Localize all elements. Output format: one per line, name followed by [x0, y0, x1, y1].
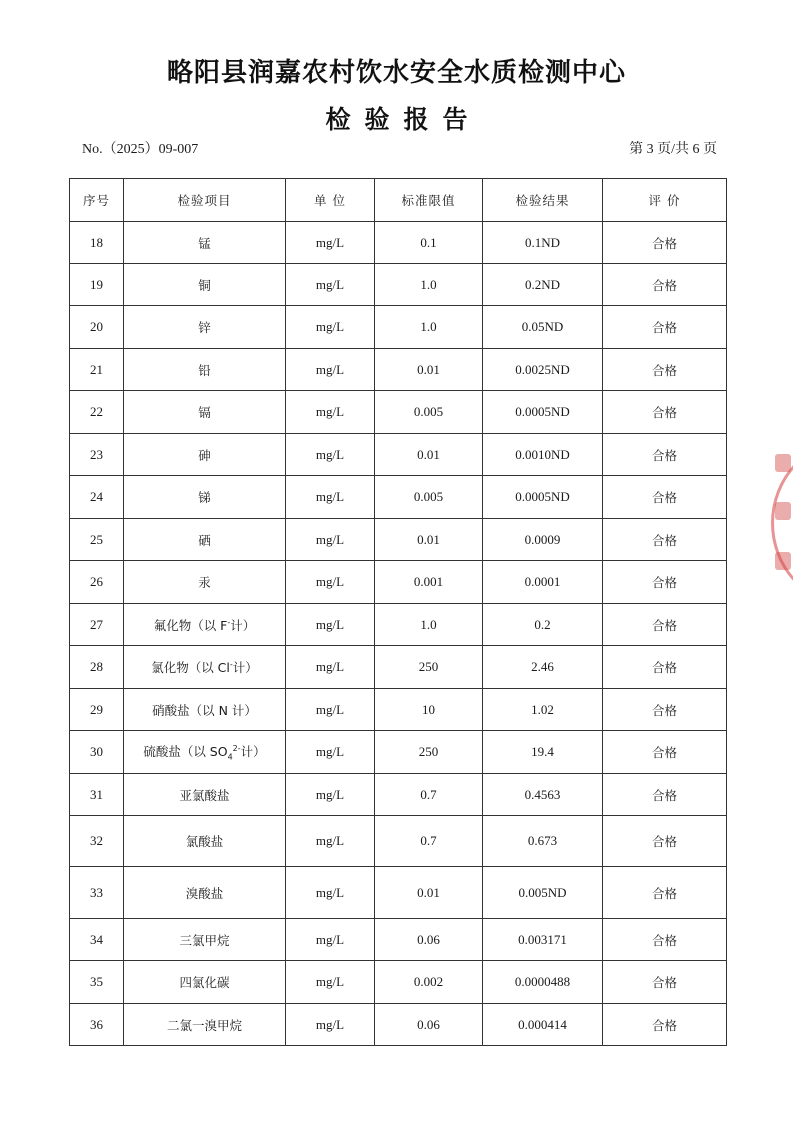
cell-limit: 0.001	[375, 561, 483, 604]
results-table	[69, 178, 727, 1046]
report-org-title: 略阳县润嘉农村饮水安全水质检测中心	[166, 58, 626, 88]
cell-unit: mg/L	[286, 774, 375, 816]
table-row	[70, 519, 727, 561]
cell-result: 0.005ND	[483, 867, 603, 919]
table-row	[70, 731, 727, 774]
cell-result: 0.05ND	[483, 306, 603, 349]
cell-eval: 合格	[603, 961, 727, 1004]
cell-limit: 0.06	[375, 919, 483, 961]
cell-item-sup: -	[229, 659, 233, 669]
cell-eval: 合格	[603, 222, 727, 264]
cell-no: 20	[70, 306, 124, 349]
cell-result: 0.0025ND	[483, 349, 603, 391]
table-header-row	[70, 179, 727, 222]
cell-item: 铜	[124, 264, 286, 306]
cell-limit: 0.7	[375, 774, 483, 816]
cell-result: 0.0001	[483, 561, 603, 604]
cell-eval: 合格	[603, 731, 727, 774]
cell-no: 29	[70, 689, 124, 731]
table-row	[70, 689, 727, 731]
cell-result: 0.0010ND	[483, 434, 603, 476]
table-body	[70, 222, 727, 1046]
cell-item-post: 计）	[232, 660, 258, 675]
table-row	[70, 774, 727, 816]
cell-item-pre: 氟化物（以 F	[153, 617, 228, 633]
cell-no: 24	[70, 476, 124, 519]
cell-no: 33	[70, 867, 124, 919]
cell-unit: mg/L	[286, 519, 375, 561]
cell-no: 21	[70, 349, 124, 391]
cell-unit: mg/L	[286, 604, 375, 646]
table-row	[70, 646, 727, 689]
cell-result: 0.0005ND	[483, 391, 603, 434]
cell-item: 溴酸盐	[124, 867, 286, 919]
cell-eval: 合格	[603, 774, 727, 816]
cell-item-sup: -	[227, 617, 231, 627]
cell-no: 26	[70, 561, 124, 604]
cell-item: 砷	[124, 434, 286, 476]
cell-result: 1.02	[483, 689, 603, 731]
cell-item-sub: 4	[227, 752, 233, 762]
cell-result: 0.2	[483, 604, 603, 646]
cell-item: 硝酸盐（以 N 计）	[124, 689, 286, 731]
cell-result: 0.003171	[483, 919, 603, 961]
cell-item: 铅	[124, 349, 286, 391]
cell-item-post: 计）	[240, 744, 266, 760]
cell-unit: mg/L	[286, 222, 375, 264]
cell-unit: mg/L	[286, 349, 375, 391]
cell-eval: 合格	[603, 349, 727, 391]
cell-unit: mg/L	[286, 961, 375, 1004]
cell-limit: 0.002	[375, 961, 483, 1004]
cell-limit: 0.005	[375, 476, 483, 519]
cell-eval: 合格	[603, 816, 727, 867]
seal-mark	[775, 502, 791, 520]
cell-unit: mg/L	[286, 689, 375, 731]
cell-result: 0.0009	[483, 519, 603, 561]
cell-unit: mg/L	[286, 731, 375, 774]
seal-mark	[775, 552, 791, 570]
cell-unit: mg/L	[286, 476, 375, 519]
cell-no: 27	[70, 604, 124, 646]
cell-limit: 0.01	[375, 867, 483, 919]
cell-result: 19.4	[483, 731, 603, 774]
cell-unit: mg/L	[286, 816, 375, 867]
table-row	[70, 222, 727, 264]
col-header-unit: 单 位	[286, 179, 375, 222]
cell-eval: 合格	[603, 561, 727, 604]
cell-item: 镉	[124, 391, 286, 434]
cell-no: 36	[70, 1004, 124, 1046]
cell-no: 25	[70, 519, 124, 561]
cell-limit: 0.7	[375, 816, 483, 867]
cell-item: 锑	[124, 476, 286, 519]
cell-result: 0.0005ND	[483, 476, 603, 519]
table-row	[70, 264, 727, 306]
cell-no: 23	[70, 434, 124, 476]
cell-eval: 合格	[603, 867, 727, 919]
cell-limit: 0.005	[375, 391, 483, 434]
table-row	[70, 961, 727, 1004]
cell-no: 19	[70, 264, 124, 306]
cell-eval: 合格	[603, 391, 727, 434]
cell-item	[124, 646, 286, 689]
cell-unit: mg/L	[286, 391, 375, 434]
cell-item	[124, 731, 286, 774]
table-row	[70, 919, 727, 961]
cell-eval: 合格	[603, 519, 727, 561]
cell-limit: 1.0	[375, 604, 483, 646]
cell-unit: mg/L	[286, 646, 375, 689]
cell-item-pre: 硫酸盐（以 SO	[143, 744, 228, 760]
seal-mark	[775, 454, 791, 472]
table-row	[70, 434, 727, 476]
cell-no: 31	[70, 774, 124, 816]
cell-result: 0.1ND	[483, 222, 603, 264]
table-row	[70, 349, 727, 391]
cell-item: 二氯一溴甲烷	[124, 1004, 286, 1046]
cell-limit: 250	[375, 646, 483, 689]
cell-limit: 0.01	[375, 519, 483, 561]
cell-item: 四氯化碳	[124, 961, 286, 1004]
cell-no: 18	[70, 222, 124, 264]
cell-item: 亚氯酸盐	[124, 774, 286, 816]
red-seal-edge	[771, 440, 793, 600]
cell-limit: 250	[375, 731, 483, 774]
table-row	[70, 604, 727, 646]
cell-item: 硒	[124, 519, 286, 561]
col-header-eval: 评 价	[603, 179, 727, 222]
cell-unit: mg/L	[286, 1004, 375, 1046]
cell-unit: mg/L	[286, 867, 375, 919]
cell-no: 35	[70, 961, 124, 1004]
table-row	[70, 867, 727, 919]
col-header-item: 检验项目	[124, 179, 286, 222]
cell-item-post: 计）	[230, 617, 256, 633]
cell-limit: 10	[375, 689, 483, 731]
cell-item: 氯酸盐	[124, 816, 286, 867]
cell-no: 30	[70, 731, 124, 774]
cell-no: 28	[70, 646, 124, 689]
table-row	[70, 391, 727, 434]
cell-item: 三氯甲烷	[124, 919, 286, 961]
cell-item	[124, 604, 286, 646]
cell-unit: mg/L	[286, 306, 375, 349]
cell-result: 0.2ND	[483, 264, 603, 306]
cell-limit: 1.0	[375, 264, 483, 306]
table-row	[70, 1004, 727, 1046]
cell-eval: 合格	[603, 434, 727, 476]
col-header-result: 检验结果	[483, 179, 603, 222]
cell-result: 0.000414	[483, 1004, 603, 1046]
cell-unit: mg/L	[286, 264, 375, 306]
cell-eval: 合格	[603, 646, 727, 689]
cell-limit: 0.01	[375, 349, 483, 391]
cell-result: 0.673	[483, 816, 603, 867]
cell-unit: mg/L	[286, 434, 375, 476]
cell-limit: 1.0	[375, 306, 483, 349]
col-header-no: 序号	[70, 179, 124, 222]
cell-unit: mg/L	[286, 919, 375, 961]
cell-item: 汞	[124, 561, 286, 604]
cell-result: 0.0000488	[483, 961, 603, 1004]
table-row	[70, 816, 727, 867]
cell-item-pre: 氯化物（以 Cl	[151, 660, 230, 675]
cell-no: 32	[70, 816, 124, 867]
cell-limit: 0.1	[375, 222, 483, 264]
cell-eval: 合格	[603, 1004, 727, 1046]
cell-result: 0.4563	[483, 774, 603, 816]
cell-eval: 合格	[603, 604, 727, 646]
cell-no: 22	[70, 391, 124, 434]
cell-limit: 0.01	[375, 434, 483, 476]
cell-eval: 合格	[603, 689, 727, 731]
cell-eval: 合格	[603, 264, 727, 306]
report-number: No.（2025）09-007	[82, 142, 199, 157]
page-indicator: 第 3 页/共 6 页	[629, 142, 717, 157]
cell-result: 2.46	[483, 646, 603, 689]
cell-eval: 合格	[603, 306, 727, 349]
table-row	[70, 306, 727, 349]
table-row	[70, 476, 727, 519]
cell-unit: mg/L	[286, 561, 375, 604]
cell-item: 锌	[124, 306, 286, 349]
cell-eval: 合格	[603, 919, 727, 961]
cell-limit: 0.06	[375, 1004, 483, 1046]
cell-eval: 合格	[603, 476, 727, 519]
report-title: 检验报告	[325, 105, 482, 134]
cell-item: 锰	[124, 222, 286, 264]
table-row	[70, 561, 727, 604]
cell-no: 34	[70, 919, 124, 961]
col-header-limit: 标准限值	[375, 179, 483, 222]
cell-item-sup: 2-	[232, 744, 241, 754]
